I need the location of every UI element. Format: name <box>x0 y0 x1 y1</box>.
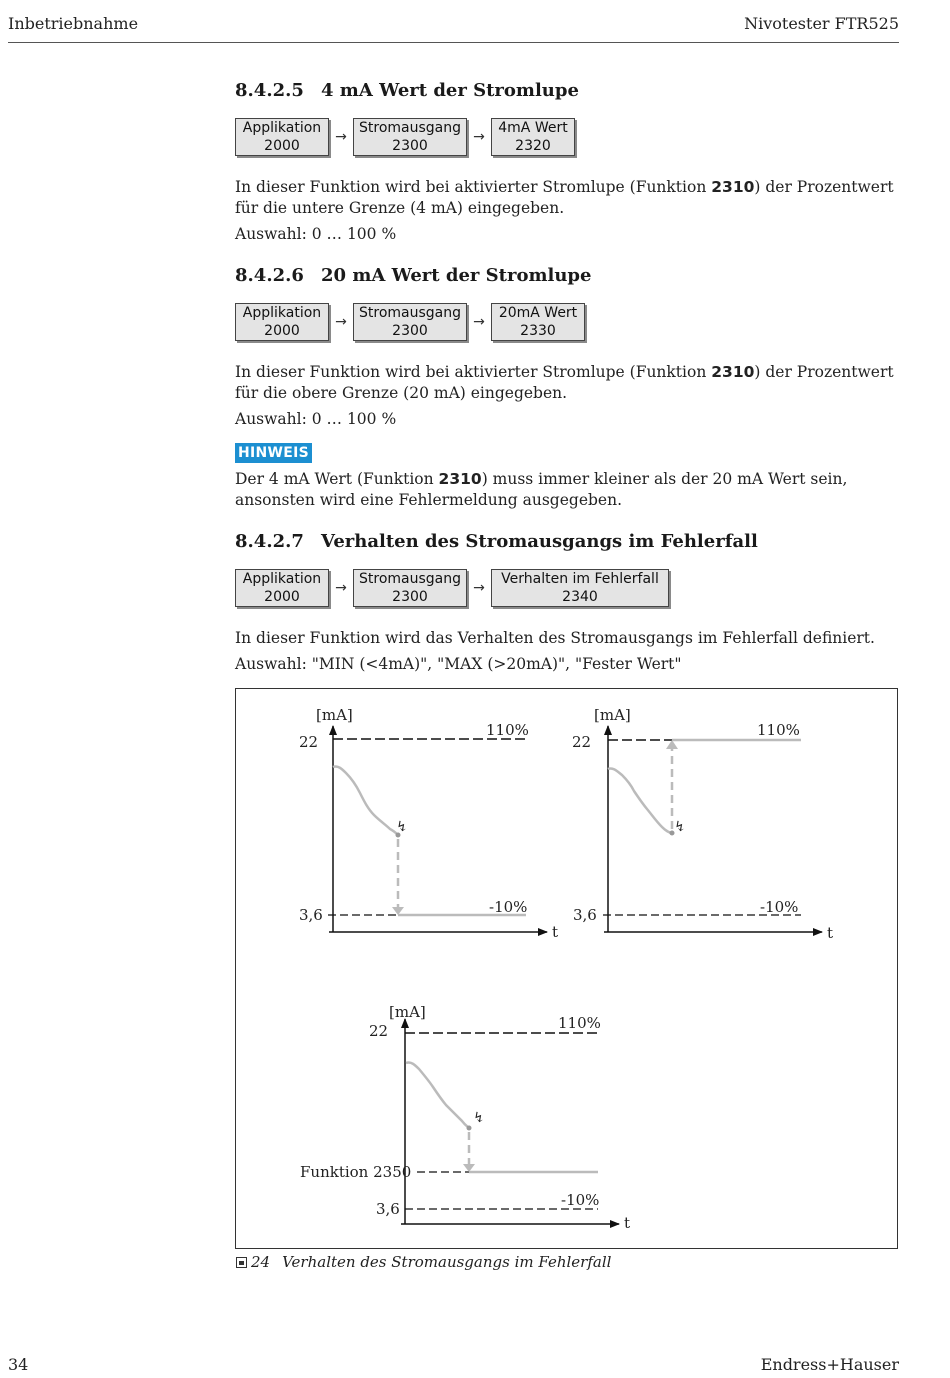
time-axis-label: t <box>827 924 834 942</box>
lightning-icon: ↯ <box>473 1110 485 1126</box>
lightning-icon: ↯ <box>674 819 686 835</box>
nav-box-4ma-wert <box>491 118 575 156</box>
section-title: 4 mA Wert der Stromlupe <box>321 80 579 101</box>
nav-box-code: 2000 <box>264 323 300 339</box>
function-code: 2310 <box>711 178 755 196</box>
unit-label: [mA] <box>316 706 353 724</box>
arrow-right-icon: → <box>473 314 485 330</box>
nav-box-code: 2340 <box>562 589 598 605</box>
signal-curve <box>406 1062 469 1128</box>
low-value-label: 3,6 <box>299 906 323 924</box>
function-code: 2310 <box>711 363 755 381</box>
arrow-right-icon: → <box>335 314 347 330</box>
high-value-label: 22 <box>299 733 319 751</box>
lightning-icon: ↯ <box>396 819 408 835</box>
nav-box-applikation <box>235 303 329 341</box>
section-title: 20 mA Wert der Stromlupe <box>321 265 592 286</box>
nav-box-code: 2300 <box>392 138 428 154</box>
nav-box-verhalten-fehlerfall <box>491 569 669 607</box>
nav-box-label: 20mA Wert <box>498 305 578 321</box>
header-chapter: Inbetriebnahme <box>8 14 139 33</box>
nav-box-20ma-wert <box>491 303 585 341</box>
nav-path-fehlerfall <box>235 567 669 609</box>
nav-box-code: 2000 <box>264 138 300 154</box>
section-heading-4ma <box>235 80 579 101</box>
unit-label: [mA] <box>594 706 631 724</box>
nav-path-20ma <box>235 301 585 343</box>
fault-point <box>467 1126 472 1131</box>
time-axis-label: t <box>552 923 559 941</box>
signal-curve <box>333 766 398 835</box>
footer-brand: Endress+Hauser <box>760 1355 899 1374</box>
function-code: 2310 <box>438 470 482 488</box>
header-product: Nivotester FTR525 <box>744 14 899 33</box>
nav-box-stromausgang <box>353 118 467 156</box>
arrow-right-icon: → <box>335 129 347 145</box>
nav-box-applikation <box>235 569 329 607</box>
arrow-up-icon <box>666 740 678 749</box>
high-percent-label: 110% <box>757 721 800 739</box>
figure-frame <box>235 688 898 1249</box>
figure-caption-text: Verhalten des Stromausgangs im Fehlerfall <box>282 1253 612 1271</box>
nav-box-label: Stromausgang <box>359 120 461 136</box>
nav-box-code: 2330 <box>520 323 556 339</box>
nav-box-label: Applikation <box>242 120 322 136</box>
section-title: Verhalten des Stromausgangs im Fehlerfall <box>321 531 758 552</box>
nav-box-applikation <box>235 118 329 156</box>
section-selection: Auswahl: "MIN (<4mA)", "MAX (>20mA)", "Fester Wert" <box>235 655 682 673</box>
nav-box-label: Applikation <box>242 571 322 587</box>
unit-label: [mA] <box>389 1003 426 1021</box>
nav-box-code: 2300 <box>392 589 428 605</box>
nav-box-label: Verhalten im Fehlerfall <box>501 571 659 587</box>
section-selection: Auswahl: 0 … 100 % <box>235 225 397 243</box>
nav-box-label: Stromausgang <box>359 571 461 587</box>
section-heading-20ma <box>235 265 591 286</box>
nav-box-label: 4mA Wert <box>498 120 568 136</box>
low-percent-label: -10% <box>561 1191 600 1209</box>
nav-path-4ma <box>235 116 575 158</box>
section-description: In dieser Funktion wird das Verhalten des Stromausgangs im Fehlerfall definiert. <box>235 629 875 647</box>
nav-box-label: Applikation <box>242 305 322 321</box>
low-value-label: 3,6 <box>376 1200 400 1218</box>
signal-curve <box>608 768 672 833</box>
low-percent-label: -10% <box>489 898 528 916</box>
section-heading-fehlerfall <box>235 531 758 552</box>
nav-box-label: Stromausgang <box>359 305 461 321</box>
arrow-right-icon: → <box>473 580 485 596</box>
high-percent-label: 110% <box>558 1014 601 1032</box>
nav-box-stromausgang <box>353 569 467 607</box>
page-number: 34 <box>8 1355 29 1374</box>
nav-box-stromausgang <box>353 303 467 341</box>
time-axis-label: t <box>624 1214 631 1232</box>
note-badge: HINWEIS <box>235 443 312 463</box>
graph-fixed-value <box>300 1003 630 1232</box>
low-value-label: 3,6 <box>573 906 597 924</box>
high-percent-label: 110% <box>486 721 529 739</box>
note-text: Der 4 mA Wert (Funktion 2310) muss immer kleiner als der 20 mA Wert sein, ansonsten wird eine Fehlermeldung ausgegeben. <box>235 470 848 509</box>
high-value-label: 22 <box>572 733 592 751</box>
section-number: 8.4.2.6 <box>235 265 304 286</box>
section-description: In dieser Funktion wird bei aktivierter Stromlupe (Funktion 2310) der Prozentwert für die untere Grenze (4 mA) eingegeben. <box>235 178 894 217</box>
fault-behavior-diagram <box>236 689 899 1250</box>
figure-caption <box>236 1253 611 1271</box>
nav-box-code: 2000 <box>264 589 300 605</box>
nav-box-code: 2320 <box>515 138 551 154</box>
section-number: 8.4.2.5 <box>235 80 304 101</box>
nav-box-code: 2300 <box>392 323 428 339</box>
figure-number: 24 <box>251 1253 271 1271</box>
arrow-right-icon: → <box>335 580 347 596</box>
low-percent-label: -10% <box>760 898 799 916</box>
graph-max <box>572 706 833 942</box>
header-rule <box>8 42 899 43</box>
figure-icon <box>236 1257 247 1268</box>
section-selection: Auswahl: 0 … 100 % <box>235 410 397 428</box>
section-number: 8.4.2.7 <box>235 531 304 552</box>
fixed-value-label: Funktion 2350 <box>300 1163 412 1181</box>
high-value-label: 22 <box>369 1022 389 1040</box>
arrow-right-icon: → <box>473 129 485 145</box>
section-description: In dieser Funktion wird bei aktivierter Stromlupe (Funktion 2310) der Prozentwert für die obere Grenze (20 mA) eingegeben. <box>235 363 894 402</box>
graph-min <box>299 706 558 941</box>
